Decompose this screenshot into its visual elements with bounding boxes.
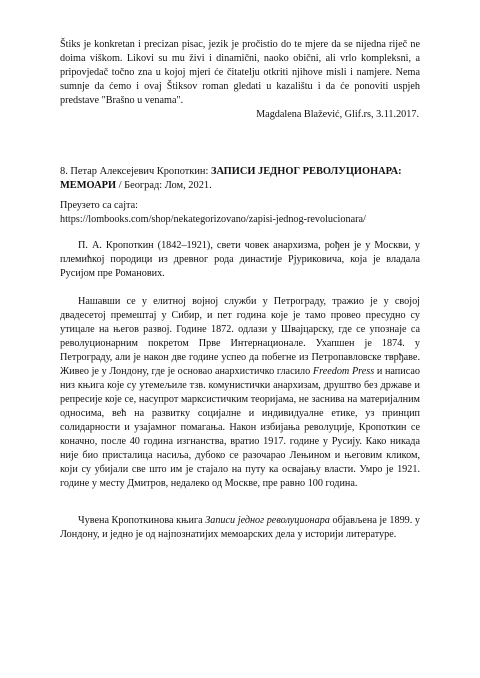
- body-paragraph-3: [60, 514, 420, 542]
- body-paragraph-2: [60, 295, 420, 491]
- body-paragraph-2-text-a: Нашавши се у елитној војној служби у Петрограду, тражио је у својој двадесетој премештај у Сибир, и пет година које је тамо провео пресудно су утицале на његов развој. Године 1872. одлази у Швајцарску, где се упознаје са револуционарним покретом Прве Интернационале. Ухапшен је 1874. у Петрограду, али је након две године успео да побегне из Петропавловске тврђаве. Живео је у Лондону, где је основао анархистичко гласило: [60, 296, 420, 377]
- source-block: [60, 199, 440, 227]
- book-entry-heading: [60, 165, 420, 193]
- source-label: Преузето са сајта:: [60, 200, 138, 211]
- publisher-info: / Београд: Лом, 2021.: [116, 180, 212, 191]
- source-url: https://lombooks.com/shop/nekategorizovano/zapisi-jednog-revolucionara/: [60, 214, 366, 225]
- intro-paragraph: [60, 38, 420, 108]
- body-paragraph-1: [60, 239, 420, 281]
- review-signature: Magdalena Blažević, Glif.rs, 3.11.2017.: [256, 109, 419, 120]
- body-paragraph-1-text: П. А. Кропоткин (1842–1921), свети човек анархизма, рођен је у Москви, у племићкој породици из древног рода династије Рјуриковича, која је владала Русијом пре Романових.: [60, 240, 420, 279]
- body-paragraph-3-text-a: Чувена Кропоткинова књига: [78, 515, 206, 526]
- intro-paragraph-text: Štiks je konkretan i precizan pisac, jezik je pročistio do te mjere da se nijedna riječ ne doima viškom. Likovi su mu živi i dinamični, naoko obični, ali vrlo kompleksni, a pripovjedač točno zna u kojoj mjeri će čitatelju otkriti njihove misli i namjere. Nema sumnje da ćemo i ovaj Štiksov roman gledati u kazalištu i da će ponoviti uspjeh predstave "Brašno u venama".: [60, 39, 420, 106]
- book-title: ЗАПИСИ ЈЕДНОГ РЕВОЛУЦИОНАРА: МЕМОАРИ: [60, 166, 402, 191]
- freedom-press-title: Freedom Press: [312, 366, 375, 377]
- body-paragraph-2-text-b: и написао низ књига које су утемељиле тзв. комунистички анархизам, друштво без државе и репресије које се, насупрот марксистичким теоријама, не заснива на материјалним односима, већ на развитку социјалне и индивидуалне етике, уз принцип солидарности и узајамног помагања. Након избијања револуције, Кропоткин се коначно, после 40 година изгнанства, вратио 1917. године у Русију. Како никада није био присталица насиља, дубоко се разочарао Лењином и његовим кликом, који су убијали све што им је стајало на путу ка освајању власти. Умро је 1921. године у месту Дмитров, недалеко од Москве, пре равно 100 година.: [60, 366, 420, 489]
- entry-prefix: 8. Петар Алексејевич Кропоткин:: [60, 166, 211, 177]
- body-paragraph-3-text-b: објављена је 1899. у Лондону, и једно је од најпознатијих мемоарских дела у историји литературе.: [60, 515, 420, 540]
- book-title-italic: Записи једног револуционара: [205, 515, 330, 526]
